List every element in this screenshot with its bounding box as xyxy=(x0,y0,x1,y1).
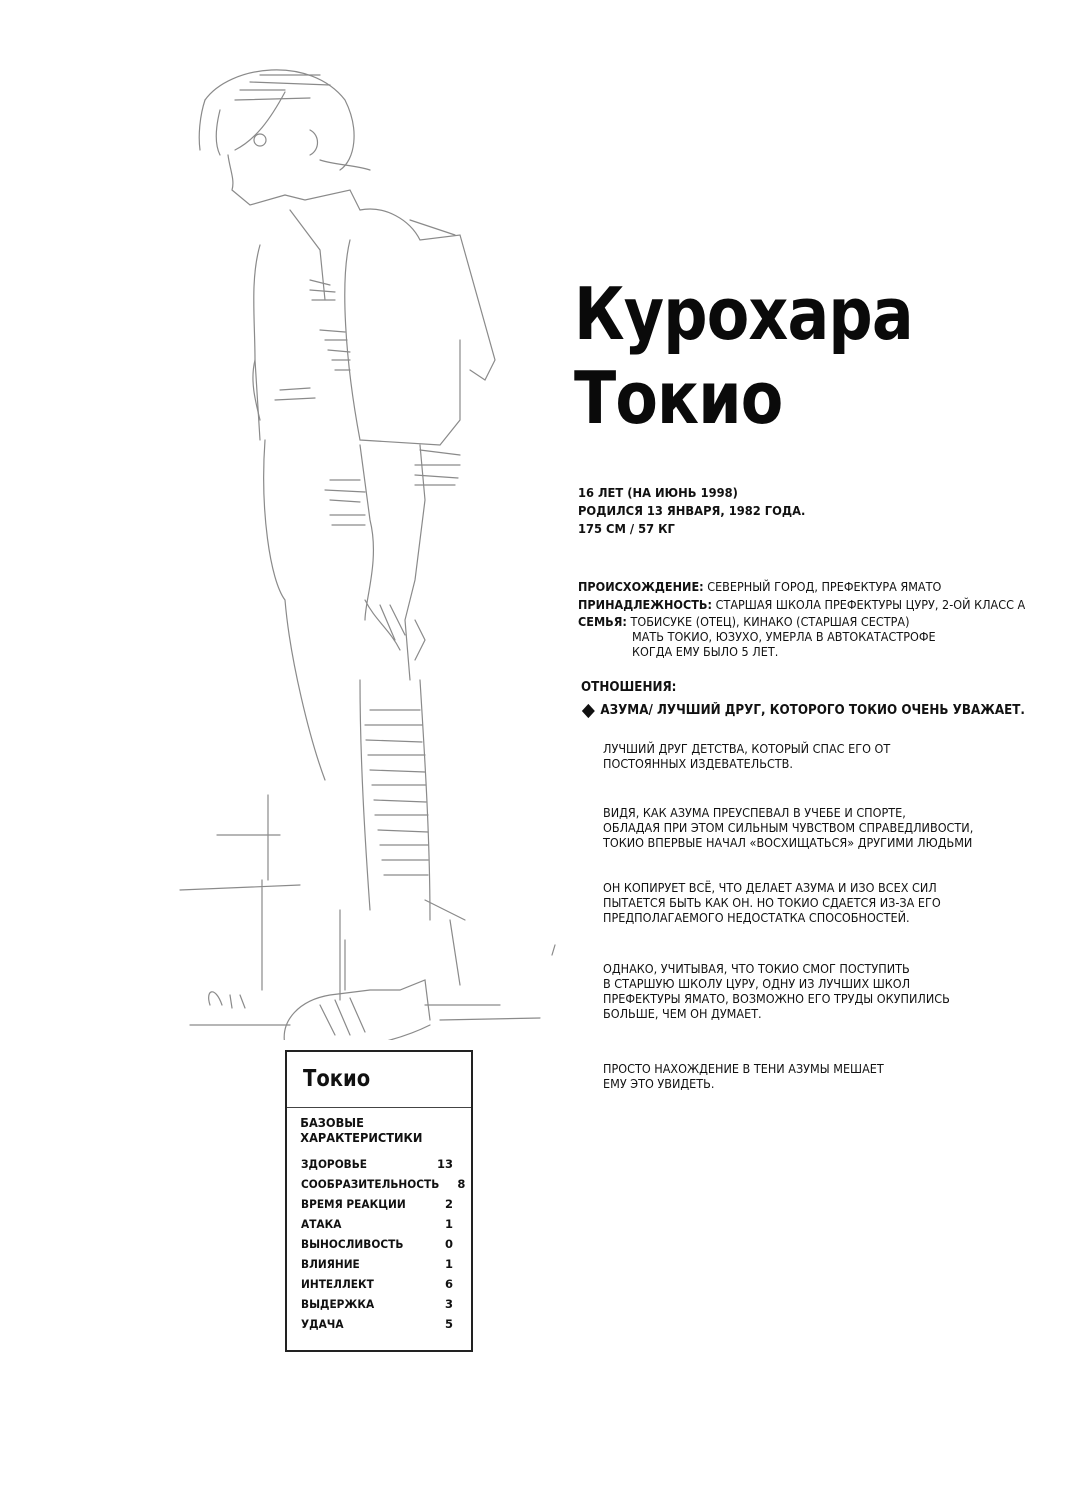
relations-heading: ОТНОШЕНИЯ: xyxy=(581,680,677,695)
paragraph-line: ПРОСТО НАХОЖДЕНИЕ В ТЕНИ АЗУМЫ МЕШАЕТ xyxy=(603,1061,884,1076)
relation-paragraph-1 xyxy=(603,741,890,771)
fact-origin xyxy=(578,578,1025,596)
title-line-given-name: Токио xyxy=(574,356,783,440)
paragraph-line: БОЛЬШЕ, ЧЕМ ОН ДУМАЕТ. xyxy=(603,1006,762,1021)
section-heading-line: ХАРАКТЕРИСТИКИ xyxy=(300,1131,423,1145)
bio-birthdate: РОДИЛСЯ 13 ЯНВАРЯ, 1982 ГОДА. xyxy=(578,503,806,518)
paragraph-line: ОДНАКО, УЧИТЫВАЯ, ЧТО ТОКИО СМОГ ПОСТУПИТЬ xyxy=(603,961,910,976)
paragraph-line: ПОСТОЯННЫХ ИЗДЕВАТЕЛЬСТВ. xyxy=(603,756,793,771)
paragraph-line: ПРЕДПОЛАГАЕМОГО НЕДОСТАТКА СПОСОБНОСТЕЙ. xyxy=(603,910,910,925)
character-sketch-illustration xyxy=(160,60,580,1040)
paragraph-line: ЛУЧШИЙ ДРУГ ДЕТСТВА, КОТОРЫЙ СПАС ЕГО ОТ xyxy=(603,741,891,756)
stat-row-influence xyxy=(301,1254,453,1274)
stat-row-luck xyxy=(301,1314,453,1334)
stat-value: 8 xyxy=(457,1177,466,1191)
diamond-bullet-icon xyxy=(582,703,595,717)
stat-row-wits xyxy=(301,1174,466,1194)
stat-row-attack xyxy=(301,1214,453,1234)
stat-row-intellect xyxy=(301,1274,453,1294)
fact-affiliation-value: СТАРШАЯ ШКОЛА ПРЕФЕКТУРЫ ЦУРУ, 2-ОЙ КЛАСС А xyxy=(715,597,1026,612)
paragraph-line: ТОКИО ВПЕРВЫЕ НАЧАЛ «ВОСХИЩАТЬСЯ» ДРУГИМИ ЛЮДЬМИ xyxy=(603,835,973,850)
fact-family-label: СЕМЬЯ: xyxy=(578,614,627,629)
stat-value: 1 xyxy=(444,1217,453,1231)
stat-row-endurance xyxy=(301,1234,453,1254)
stats-list xyxy=(287,1154,471,1334)
title-line-surname: Курохара xyxy=(574,272,913,356)
sketch-drawing xyxy=(160,60,580,1040)
bio-height-weight: 175 СМ / 57 КГ xyxy=(578,521,675,536)
bio-age: 16 ЛЕТ (НА ИЮНЬ 1998) xyxy=(578,485,738,500)
fact-affiliation xyxy=(578,596,1025,614)
stat-value: 0 xyxy=(444,1237,453,1251)
paragraph-line: ПЫТАЕТСЯ БЫТЬ КАК ОН. НО ТОКИО СДАЕТСЯ ИЗ-ЗА ЕГО xyxy=(603,895,941,910)
fact-family-continued-1: МАТЬ ТОКИО, ЮЗУХО, УМЕРЛА В АВТОКАТАСТРОФЕ xyxy=(632,629,936,644)
stats-box-title-text: Токио xyxy=(303,1066,371,1092)
paragraph-line: ОН КОПИРУЕТ ВСЁ, ЧТО ДЕЛАЕТ АЗУМА И ИЗО ВСЕХ СИЛ xyxy=(603,880,937,895)
stat-name: ИНТЕЛЛЕКТ xyxy=(301,1277,374,1291)
stat-name: ВЛИЯНИЕ xyxy=(301,1257,360,1271)
stat-name: СООБРАЗИТЕЛЬНОСТЬ xyxy=(301,1177,440,1191)
stats-box-title xyxy=(287,1052,471,1108)
stat-value: 2 xyxy=(444,1197,453,1211)
stat-name: АТАКА xyxy=(301,1217,342,1231)
relation-paragraph-2 xyxy=(603,805,973,850)
section-heading-line: БАЗОВЫЕ xyxy=(300,1116,364,1130)
fact-origin-label: ПРОИСХОЖДЕНИЕ: xyxy=(578,579,704,594)
paragraph-line: ВИДЯ, КАК АЗУМА ПРЕУСПЕВАЛ В УЧЕБЕ И СПОРТЕ, xyxy=(603,805,906,820)
facts-block xyxy=(578,578,1025,659)
character-name-title xyxy=(574,272,935,440)
bio-block xyxy=(578,484,805,538)
fact-affiliation-label: ПРИНАДЛЕЖНОСТЬ: xyxy=(578,597,713,612)
stat-value: 6 xyxy=(444,1277,453,1291)
paragraph-line: ОБЛАДАЯ ПРИ ЭТОМ СИЛЬНЫМ ЧУВСТВОМ СПРАВЕДЛИВОСТИ, xyxy=(603,820,974,835)
paragraph-line: В СТАРШУЮ ШКОЛУ ЦУРУ, ОДНУ ИЗ ЛУЧШИХ ШКОЛ xyxy=(603,976,911,991)
fact-family-value: ТОБИСУКЕ (ОТЕЦ), КИНАКО (СТАРШАЯ СЕСТРА) xyxy=(630,614,910,629)
stat-value: 1 xyxy=(444,1257,453,1271)
stat-value: 3 xyxy=(444,1297,453,1311)
stat-name: ВЫДЕРЖКА xyxy=(301,1297,375,1311)
stat-name: ВЫНОСЛИВОСТЬ xyxy=(301,1237,404,1251)
relation-title: АЗУМА/ ЛУЧШИЙ ДРУГ, КОТОРОГО ТОКИО ОЧЕНЬ УВАЖАЕТ. xyxy=(600,703,1025,718)
relation-item-azuma xyxy=(581,703,1025,718)
stat-row-health xyxy=(301,1154,453,1174)
relation-paragraph-3 xyxy=(603,880,941,925)
stats-box xyxy=(285,1050,473,1352)
relation-paragraph-4 xyxy=(603,961,950,1021)
fact-origin-value: СЕВЕРНЫЙ ГОРОД, ПРЕФЕКТУРА ЯМАТО xyxy=(707,579,942,594)
paragraph-line: ЕМУ ЭТО УВИДЕТЬ. xyxy=(603,1076,715,1091)
stat-value: 13 xyxy=(436,1157,453,1171)
stat-row-reaction xyxy=(301,1194,453,1214)
stat-row-composure xyxy=(301,1294,453,1314)
fact-family xyxy=(578,614,1025,629)
stats-section-heading xyxy=(287,1108,462,1146)
paragraph-line: ПРЕФЕКТУРЫ ЯМАТО, ВОЗМОЖНО ЕГО ТРУДЫ ОКУПИЛИСЬ xyxy=(603,991,950,1006)
fact-family-continued-2: КОГДА ЕМУ БЫЛО 5 ЛЕТ. xyxy=(632,644,779,659)
stat-value: 5 xyxy=(444,1317,453,1331)
stat-name: ВРЕМЯ РЕАКЦИИ xyxy=(301,1197,406,1211)
relation-paragraph-5 xyxy=(603,1061,884,1091)
stat-name: ЗДОРОВЬЕ xyxy=(301,1157,368,1171)
stat-name: УДАЧА xyxy=(301,1317,344,1331)
